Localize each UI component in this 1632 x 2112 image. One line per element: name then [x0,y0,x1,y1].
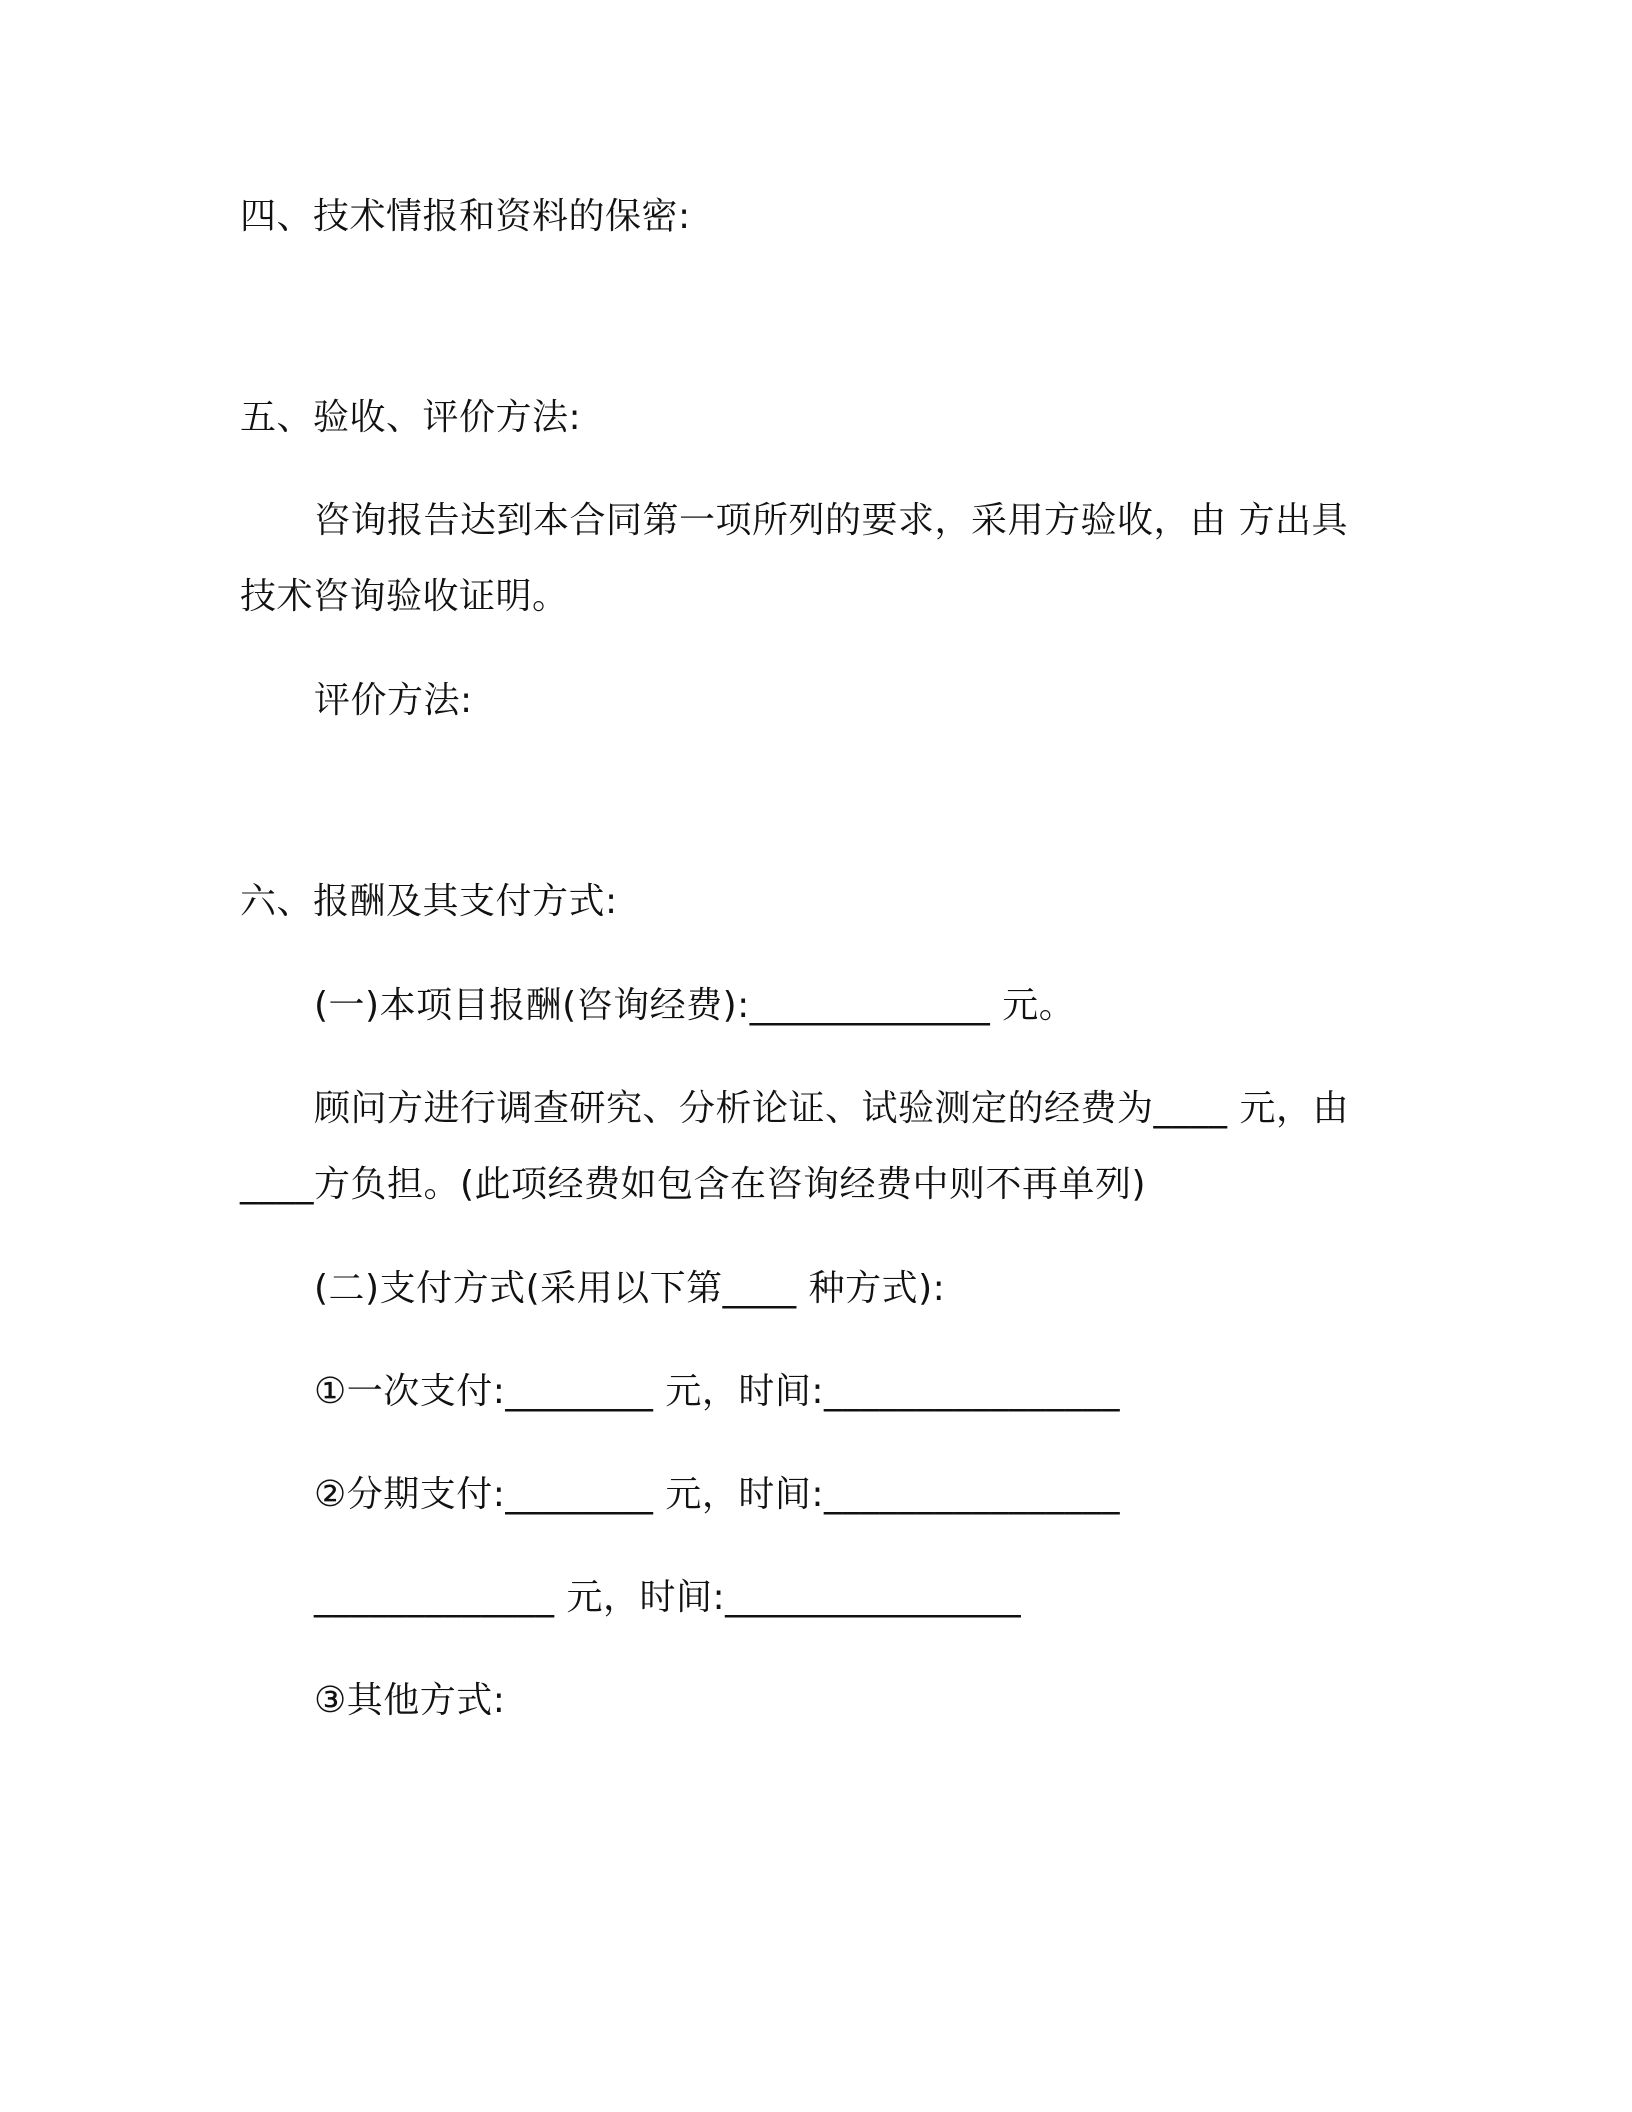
section-5-paragraph-1-line-2: 技术咨询验收证明。 [240,576,569,617]
section-5-evaluation-method: 评价方法: [314,680,473,721]
section-6-item-1: (一)本项目报酬(咨询经费):_____________ 元。 [314,985,1076,1026]
section-6-option-3: ③其他方式: [314,1680,506,1721]
section-6-heading: 六、报酬及其支付方式: [240,881,618,922]
section-6-paragraph-1-line-1: 顾问方进行调查研究、分析论证、试验测定的经费为____ 元，由 [314,1088,1349,1129]
section-5-paragraph-1-line-1: 咨询报告达到本合同第一项所列的要求，采用方验收，由 方出具 [314,500,1348,541]
section-5-heading: 五、验收、评价方法: [240,397,582,438]
section-6-option-1: ①一次支付:________ 元，时间:________________ [314,1371,1120,1412]
section-6-option-2: ②分期支付:________ 元，时间:________________ [314,1474,1120,1515]
section-6-option-2-continued: _____________ 元，时间:________________ [314,1577,1022,1618]
section-6-paragraph-1-line-2: ____方负担。(此项经费如包含在咨询经费中则不再单列) [240,1164,1147,1205]
section-6-item-2: (二)支付方式(采用以下第____ 种方式): [314,1268,946,1309]
section-4-heading: 四、技术情报和资料的保密: [240,196,691,237]
